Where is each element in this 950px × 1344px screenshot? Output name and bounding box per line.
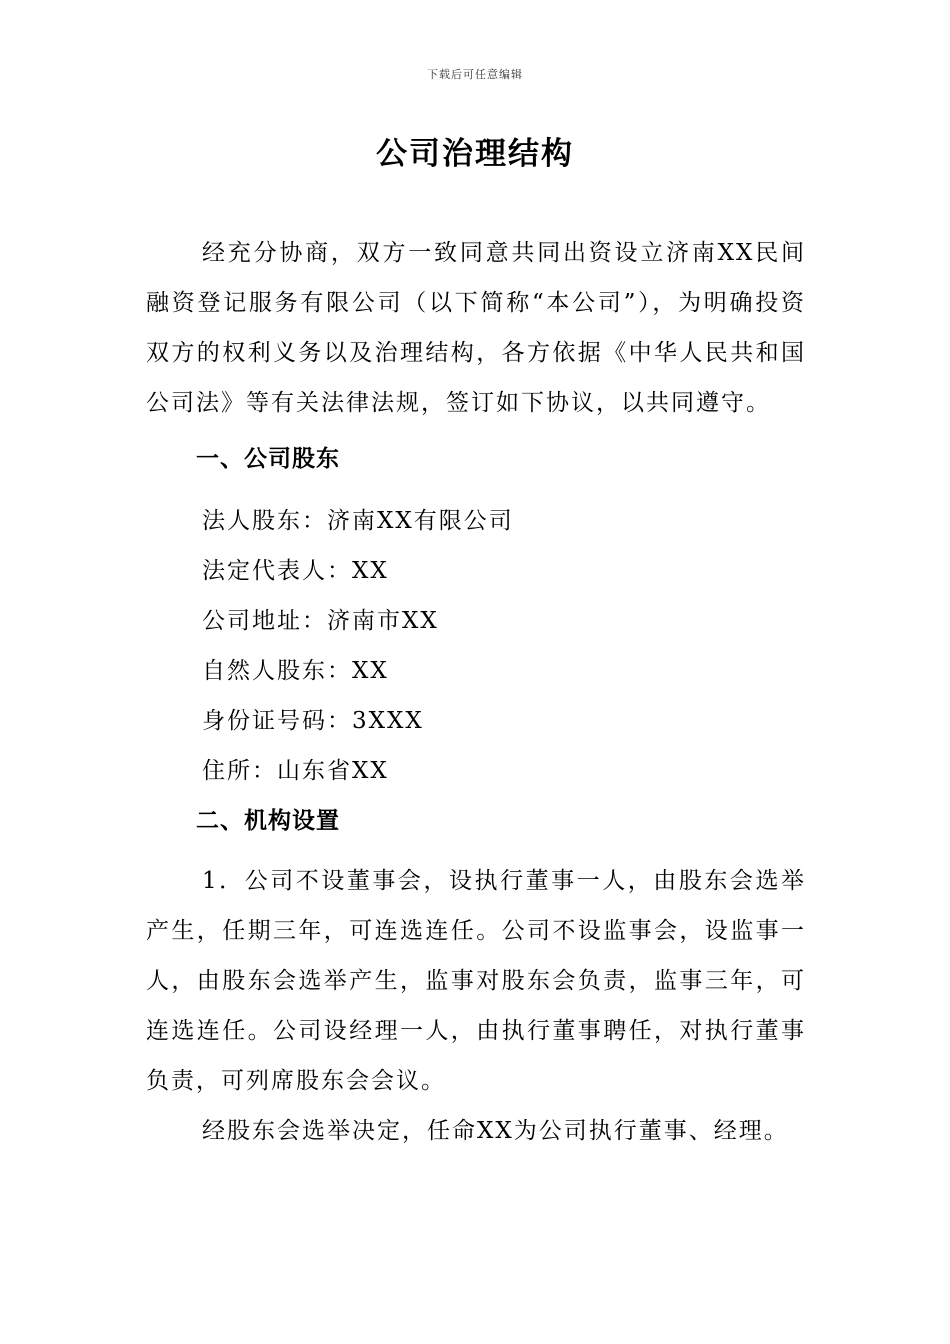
organization-paragraph-2: 经股东会选举决定，任命XX为公司执行董事、经理。 (202, 1118, 789, 1144)
document-body (146, 228, 806, 1156)
organization-paragraphs (146, 856, 806, 1156)
shareholder-info-list (146, 496, 806, 796)
header-note: 下载后可任意编辑 (427, 68, 523, 81)
info-line-residence: 住所：山东省XX (202, 758, 389, 784)
intro-paragraph: 经充分协商，双方一致同意共同出资设立济南XX民间融资登记服务有限公司（以下简称“本公司”），为明确投资双方的权利义务以及治理结构，各方依据《中华人民共和国公司法》等有关法律法规，签订如下协议，以共同遵守。 (146, 240, 806, 416)
info-line-id-number: 身份证号码：3XXX (202, 708, 424, 734)
section-heading-organization: 二、机构设置 (196, 808, 340, 834)
info-line-legal-representative: 法定代表人：XX (202, 558, 389, 584)
section-heading-shareholders: 一、公司股东 (196, 446, 340, 472)
info-line-natural-shareholder: 自然人股东：XX (202, 658, 389, 684)
document-title: 公司治理结构 (376, 136, 574, 172)
info-line-company-address: 公司地址：济南市XX (202, 608, 439, 634)
organization-paragraph-1: 1．公司不设董事会，设执行董事一人，由股东会选举产生，任期三年，可连选连任。公司不设监事会，设监事一人，由股东会选举产生，监事对股东会负责，监事三年，可连选连任。公司设经理一人，由执行董事聘任，对执行董事负责，可列席股东会会议。 (146, 868, 806, 1094)
info-line-legal-shareholder: 法人股东：济南XX有限公司 (202, 508, 514, 534)
